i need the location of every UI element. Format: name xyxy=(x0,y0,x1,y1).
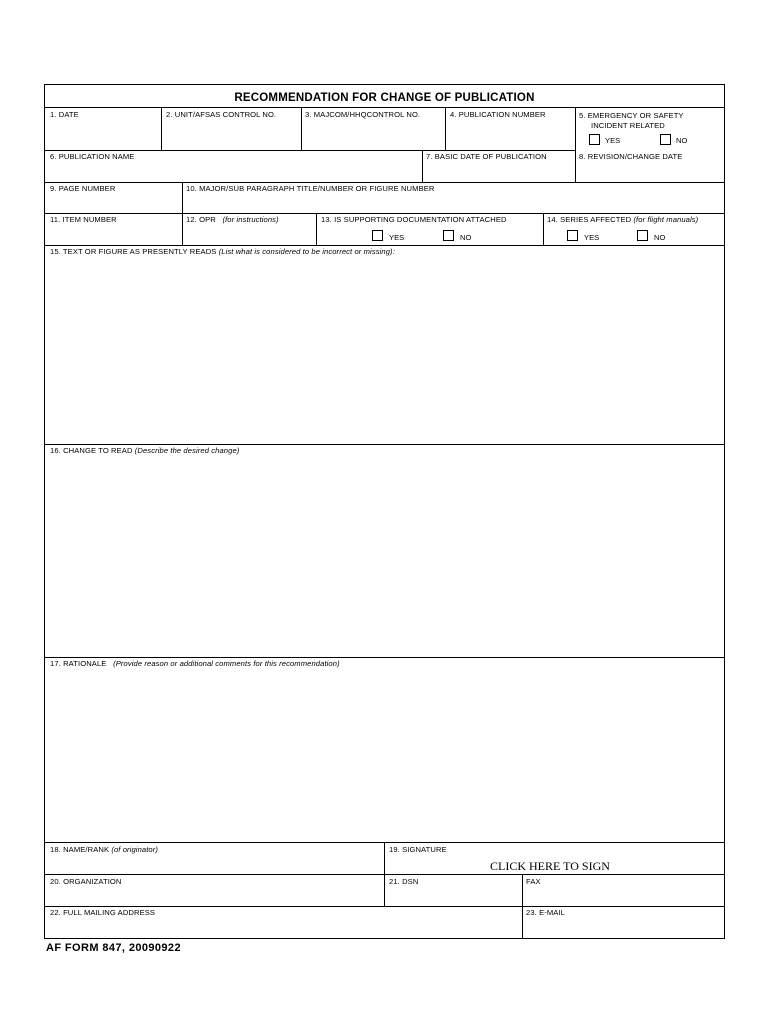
label-majcom-hhq-control-no: 3. MAJCOM/HHQCONTROL NO. xyxy=(305,110,421,119)
label-publication-number: 4. PUBLICATION NUMBER xyxy=(450,110,546,119)
divider-18-19 xyxy=(384,842,385,906)
divider-1-2 xyxy=(161,107,162,150)
label-basic-date-of-publication: 7. BASIC DATE OF PUBLICATION xyxy=(426,152,547,161)
documentation-no-label: NO xyxy=(460,233,472,242)
series-yes-checkbox[interactable] xyxy=(567,230,578,241)
label-change-to-read: 16. CHANGE TO READ (Describe the desired change) xyxy=(50,446,240,455)
rule-row2-top xyxy=(45,150,575,151)
label-text-as-presently-reads: 15. TEXT OR FIGURE AS PRESENTLY READS (List what is considered to be incorrect or missing): xyxy=(50,247,395,256)
divider-2-3 xyxy=(301,107,302,150)
rule-row1-top xyxy=(45,107,724,108)
divider-6-7 xyxy=(422,150,423,182)
label-dsn: 21. DSN xyxy=(389,877,419,886)
label-incident-related: INCIDENT RELATED xyxy=(591,121,665,130)
label-emergency-safety: 5. EMERGENCY OR SAFETY xyxy=(579,111,684,120)
divider-21-fax xyxy=(522,874,523,938)
form-title: RECOMMENDATION FOR CHANGE OF PUBLICATION xyxy=(234,92,535,104)
label-rationale: 17. RATIONALE (Provide reason or additional comments for this recommendation) xyxy=(50,659,340,668)
label-email: 23. E-MAIL xyxy=(526,908,565,917)
label-revision-change-date: 8. REVISION/CHANGE DATE xyxy=(579,152,683,161)
series-no-checkbox[interactable] xyxy=(637,230,648,241)
label-series-affected: 14. SERIES AFFECTED (for flight manuals) xyxy=(547,215,699,224)
documentation-yes-label: YES xyxy=(389,233,405,242)
label-organization: 20. ORGANIZATION xyxy=(50,877,122,886)
rule-item22-top xyxy=(45,906,724,907)
divider-4-5 xyxy=(575,107,576,182)
label-signature: 19. SIGNATURE xyxy=(389,845,447,854)
divider-12-13 xyxy=(316,213,317,245)
label-page-number: 9. PAGE NUMBER xyxy=(50,184,116,193)
click-here-to-sign-link[interactable]: CLICK HERE TO SIGN xyxy=(490,859,610,873)
label-paragraph-figure-number: 10. MAJOR/SUB PARAGRAPH TITLE/NUMBER OR FIGURE NUMBER xyxy=(186,184,435,193)
rule-item16-top xyxy=(45,444,724,445)
label-unit-afsas-control-no: 2. UNIT/AFSAS CONTROL NO. xyxy=(166,110,277,119)
label-item-number: 11. ITEM NUMBER xyxy=(50,215,117,224)
divider-13-14 xyxy=(543,213,544,245)
emergency-no-label: NO xyxy=(676,136,688,145)
emergency-yes-checkbox[interactable] xyxy=(589,134,600,145)
divider-11-12 xyxy=(182,213,183,245)
label-opr: 12. OPR (for instructions) xyxy=(186,215,279,224)
series-yes-label: YES xyxy=(584,233,600,242)
label-name-rank: 18. NAME/RANK (of originator) xyxy=(50,845,159,854)
rule-item17-top xyxy=(45,657,724,658)
divider-3-4 xyxy=(445,107,446,150)
label-publication-name: 6. PUBLICATION NAME xyxy=(50,152,135,161)
label-date: 1. DATE xyxy=(50,110,79,119)
divider-9-10 xyxy=(182,182,183,213)
rule-item15-top xyxy=(45,245,724,246)
label-full-mailing-address: 22. FULL MAILING ADDRESS xyxy=(50,908,156,917)
emergency-yes-label: YES xyxy=(605,136,621,145)
label-supporting-documentation: 13. IS SUPPORTING DOCUMENTATION ATTACHED xyxy=(321,215,507,224)
documentation-yes-checkbox[interactable] xyxy=(372,230,383,241)
rule-row3-top xyxy=(45,182,724,183)
emergency-no-checkbox[interactable] xyxy=(660,134,671,145)
publication-change-form xyxy=(44,84,725,939)
label-fax: FAX xyxy=(526,877,541,886)
series-no-label: NO xyxy=(654,233,666,242)
documentation-no-checkbox[interactable] xyxy=(443,230,454,241)
rule-row4-top xyxy=(45,213,724,214)
form-number-footer: AF FORM 847, 20090922 xyxy=(46,942,181,954)
